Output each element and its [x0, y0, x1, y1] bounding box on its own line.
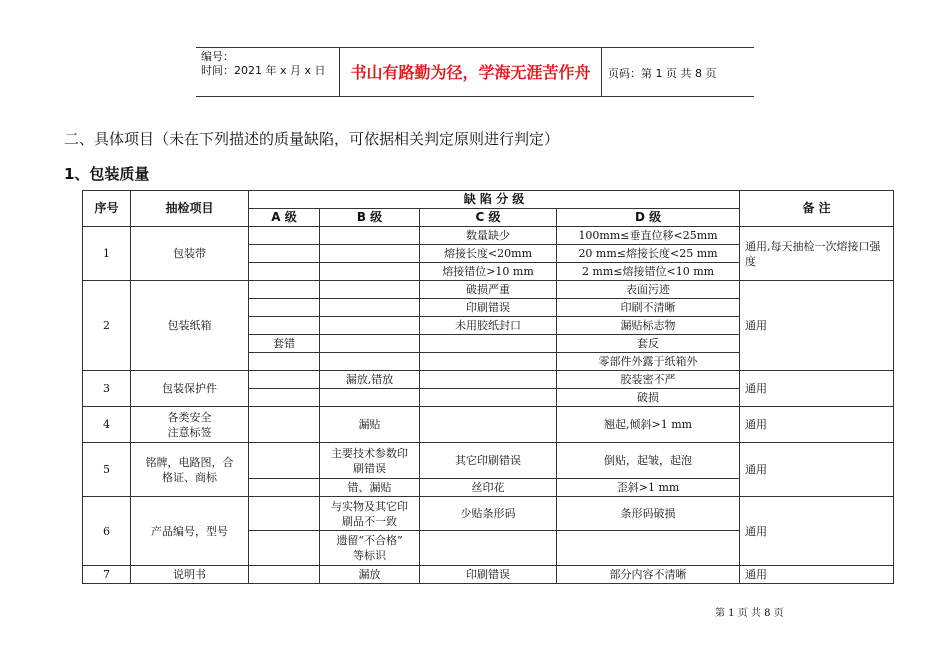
- cell-c: 破损严重: [420, 281, 557, 299]
- header-grade-a: A 级: [249, 209, 320, 227]
- row-remark: 通用,每天抽检一次熔接口强度: [740, 227, 894, 281]
- cell-d: 破损: [557, 389, 740, 407]
- row-item-line: 各类安全: [167, 410, 212, 424]
- cell-d: 漏贴标志物: [557, 317, 740, 335]
- cell-b: 漏放: [320, 566, 420, 584]
- row-item: [131, 443, 249, 497]
- header-bottom-rule: [196, 96, 754, 97]
- row-item-line: 格证、商标: [162, 470, 217, 484]
- section-title: 二、具体项目（未在下列描述的质量缺陷，可依据相关判定原则进行判定）: [64, 130, 560, 148]
- cell-c: 少贴条形码: [420, 497, 557, 531]
- row-item: 包装保护件: [131, 371, 249, 407]
- document-number-label: 编号：: [201, 50, 234, 63]
- table-row: [83, 371, 894, 389]
- cell-d: 2 mm≤熔接错位<10 mm: [557, 263, 740, 281]
- cell-d: 100mm≤垂直位移<25mm: [557, 227, 740, 245]
- row-item: 说明书: [131, 566, 249, 584]
- cell-b: [320, 335, 420, 353]
- row-seq: 4: [83, 407, 131, 443]
- table-row: [83, 443, 894, 479]
- header-item: 抽检项目: [131, 191, 249, 227]
- cell-b: [320, 531, 420, 566]
- cell-d: 部分内容不清晰: [557, 566, 740, 584]
- cell-d: 胶装密不严: [557, 371, 740, 389]
- cell-b: [320, 299, 420, 317]
- row-seq: 7: [83, 566, 131, 584]
- cell-a: [249, 263, 320, 281]
- table-header-row: [83, 191, 894, 209]
- cell-a: [249, 245, 320, 263]
- row-seq: 2: [83, 281, 131, 371]
- document-date-label: 时间：2021 年 x 月 x 日: [201, 64, 326, 77]
- cell-a: [249, 497, 320, 531]
- row-remark: 通用: [740, 443, 894, 497]
- cell-c: 印刷错误: [420, 566, 557, 584]
- cell-a: [249, 443, 320, 479]
- cell-d: 印刷不清晰: [557, 299, 740, 317]
- cell-d: 翘起,倾斜>1 mm: [557, 407, 740, 443]
- header-defect-grade: 缺 陷 分 级: [249, 191, 740, 209]
- header-grade-b: B 级: [320, 209, 420, 227]
- cell-a: [249, 531, 320, 566]
- row-seq: 3: [83, 371, 131, 407]
- cell-a: [249, 389, 320, 407]
- cell-line: 遗留“不合格”: [336, 534, 403, 547]
- cell-b: [320, 497, 420, 531]
- cell-d: 倒贴，起皱，起泡: [557, 443, 740, 479]
- row-item: 包装带: [131, 227, 249, 281]
- cell-b: [320, 263, 420, 281]
- cell-a: 套错: [249, 335, 320, 353]
- cell-line: 主要技术参数印: [331, 446, 408, 460]
- table-row: [83, 281, 894, 299]
- table-row: [83, 407, 894, 443]
- cell-b: [320, 227, 420, 245]
- row-remark: 通用: [740, 371, 894, 407]
- cell-line: 等标识: [353, 549, 386, 562]
- header-meta: [201, 50, 326, 78]
- cell-c: [420, 353, 557, 371]
- cell-d: 条形码破损: [557, 497, 740, 531]
- cell-c: 印刷错误: [420, 299, 557, 317]
- cell-a: [249, 371, 320, 389]
- row-item: [131, 407, 249, 443]
- cell-c: 丝印花: [420, 479, 557, 497]
- cell-c: 数量缺少: [420, 227, 557, 245]
- page-footer: 第 1 页 共 8 页: [715, 608, 784, 619]
- cell-c: [420, 335, 557, 353]
- cell-c: [420, 389, 557, 407]
- cell-b: [320, 443, 420, 479]
- sub-title: 1、包装质量: [64, 165, 150, 183]
- row-item-line: 铭牌，电路图，合: [145, 455, 234, 469]
- row-item-line: 注意标签: [167, 425, 212, 439]
- cell-b: [320, 317, 420, 335]
- cell-c: 熔接长度<20mm: [420, 245, 557, 263]
- cell-c: 熔接错位>10 mm: [420, 263, 557, 281]
- table-row: [83, 497, 894, 531]
- cell-line: 刷错误: [353, 461, 386, 475]
- row-remark: 通用: [740, 281, 894, 371]
- cell-c: [420, 371, 557, 389]
- cell-c: 其它印刷错误: [420, 443, 557, 479]
- cell-b: [320, 245, 420, 263]
- cell-a: [249, 227, 320, 245]
- header-remark: 备 注: [740, 191, 894, 227]
- cell-b: 错、漏贴: [320, 479, 420, 497]
- cell-a: [249, 281, 320, 299]
- cell-d: 20 mm≤熔接长度<25 mm: [557, 245, 740, 263]
- cell-a: [249, 353, 320, 371]
- row-seq: 6: [83, 497, 131, 566]
- cell-a: [249, 407, 320, 443]
- row-seq: 5: [83, 443, 131, 497]
- cell-a: [249, 566, 320, 584]
- cell-d: [557, 531, 740, 566]
- cell-b: [320, 281, 420, 299]
- cell-d: 零部件外露于纸箱外: [557, 353, 740, 371]
- cell-d: 表面污迹: [557, 281, 740, 299]
- cell-c: [420, 531, 557, 566]
- row-item: 包装纸箱: [131, 281, 249, 371]
- cell-a: [249, 299, 320, 317]
- row-item: 产品编号，型号: [131, 497, 249, 566]
- table-row: [83, 227, 894, 245]
- cell-d: 套反: [557, 335, 740, 353]
- cell-b: [320, 353, 420, 371]
- table-row: [83, 566, 894, 584]
- cell-a: [249, 317, 320, 335]
- cell-b: 漏放,错放: [320, 371, 420, 389]
- row-remark: 通用: [740, 566, 894, 584]
- row-remark: 通用: [740, 407, 894, 443]
- cell-line: 刷品不一致: [342, 514, 397, 528]
- cell-c: [420, 407, 557, 443]
- header-grade-c: C 级: [420, 209, 557, 227]
- header-seq: 序号: [83, 191, 131, 227]
- row-remark: 通用: [740, 497, 894, 566]
- header-grade-d: D 级: [557, 209, 740, 227]
- cell-line: 与实物及其它印: [331, 499, 408, 513]
- cell-a: [249, 479, 320, 497]
- packaging-quality-table: [82, 190, 894, 584]
- cell-d: 歪斜>1 mm: [557, 479, 740, 497]
- header-divider: [601, 47, 602, 96]
- header-page-label: 页码：第 1 页 共 8 页: [608, 67, 717, 80]
- cell-b: 漏贴: [320, 407, 420, 443]
- row-seq: 1: [83, 227, 131, 281]
- cell-b: [320, 389, 420, 407]
- cell-c: 未用胶纸封口: [420, 317, 557, 335]
- header-motto: 书山有路勤为径，学海无涯苦作舟: [350, 63, 591, 82]
